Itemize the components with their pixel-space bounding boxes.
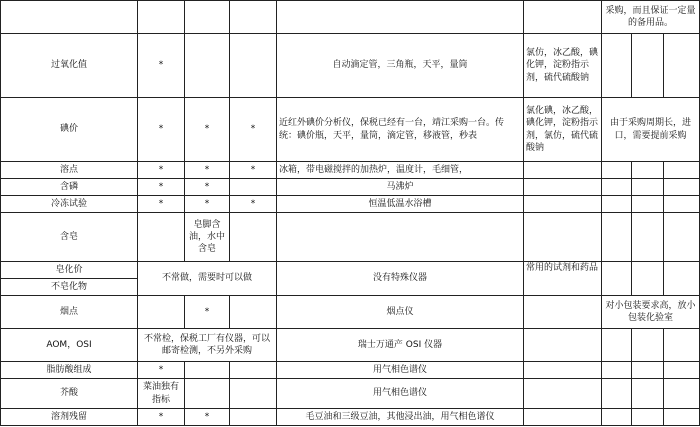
table-row <box>1 162 700 179</box>
table-cell <box>602 213 632 262</box>
equipment-cell: 用气相色谱仪 <box>277 362 524 379</box>
table-cell <box>602 409 632 426</box>
test-item-cell: 皂化价 <box>1 262 138 279</box>
mark-cell: * <box>230 162 277 179</box>
merged-note-cell: 不常检，保税工厂有仪器，可以邮寄检测，不另外采购 <box>138 329 277 362</box>
table-row <box>1 296 700 329</box>
mark-cell <box>138 296 185 329</box>
mark-cell: * <box>185 162 230 179</box>
table-cell <box>602 362 632 379</box>
mark-cell: 菜油独有指标 <box>138 379 185 409</box>
table-cell <box>602 262 632 296</box>
equipment-cell: 烟点仪 <box>277 296 524 329</box>
table-cell <box>602 34 632 98</box>
mark-cell: * <box>230 196 277 213</box>
mark-cell <box>230 213 277 262</box>
reagents-cell <box>524 379 602 409</box>
table-cell <box>632 34 664 98</box>
equipment-cell: 瑞士万通产 OSI 仪器 <box>277 329 524 362</box>
table-cell <box>1 1 138 34</box>
table-row <box>1 362 700 379</box>
mark-cell <box>230 379 277 409</box>
table-cell <box>632 329 664 362</box>
procurement-note-cell: 采购，而且保证一定量的备用品。 <box>602 1 700 34</box>
table-cell <box>524 1 602 34</box>
mark-cell <box>185 362 230 379</box>
mark-cell <box>185 34 230 98</box>
mark-cell <box>185 379 230 409</box>
mark-cell: * <box>138 196 185 213</box>
table-row <box>1 379 700 409</box>
table-cell <box>632 213 664 262</box>
reagents-cell <box>524 196 602 213</box>
reagents-cell: 氯化碘，冰乙酸，碘化钾，淀粉指示剂，氯仿，硫代硫酸钠 <box>524 98 602 162</box>
test-item-cell: AOM，OSI <box>1 329 138 362</box>
merged-note-cell: 不常做，需要时可以做 <box>138 262 277 296</box>
test-item-cell: 过氧化值 <box>1 34 138 98</box>
mark-cell: * <box>185 98 230 162</box>
reagents-cell <box>524 179 602 196</box>
table-row <box>1 196 700 213</box>
table-cell <box>602 179 632 196</box>
test-item-cell: 不皂化物 <box>1 279 138 296</box>
test-item-cell: 芥酸 <box>1 379 138 409</box>
test-item-cell: 溶点 <box>1 162 138 179</box>
table-cell <box>664 34 700 98</box>
table-cell <box>664 213 700 262</box>
mark-cell <box>230 34 277 98</box>
table-cell <box>664 179 700 196</box>
mark-cell: * <box>138 162 185 179</box>
mark-cell: * <box>138 409 185 426</box>
table-row <box>1 409 700 426</box>
test-item-cell: 碘价 <box>1 98 138 162</box>
table-cell <box>632 196 664 213</box>
mark-cell: * <box>185 179 230 196</box>
reagents-cell: 氯仿，冰乙酸，碘化钾，淀粉指示剂，硫代硫酸钠 <box>524 34 602 98</box>
reagents-cell <box>524 213 602 262</box>
table-cell <box>602 196 632 213</box>
table-cell <box>632 162 664 179</box>
test-item-cell: 含磷 <box>1 179 138 196</box>
mark-cell: * <box>185 409 230 426</box>
table-cell <box>664 162 700 179</box>
reagents-cell <box>524 362 602 379</box>
table-row <box>1 34 700 98</box>
table-cell <box>664 379 700 409</box>
table-cell <box>664 362 700 379</box>
table-cell <box>632 379 664 409</box>
procurement-note-cell: 由于采购周期长，进口，需要提前采购 <box>602 98 700 162</box>
mark-cell: * <box>230 98 277 162</box>
equipment-cell: 冰箱，带电磁搅拌的加热炉，温度计，毛细管， <box>277 162 524 179</box>
reagents-cell <box>524 409 602 426</box>
table-cell <box>664 409 700 426</box>
test-item-cell: 溶剂残留 <box>1 409 138 426</box>
equipment-cell: 用气相色谱仪 <box>277 379 524 409</box>
table-row <box>1 329 700 362</box>
mark-cell <box>138 213 185 262</box>
mark-cell: * <box>138 34 185 98</box>
equipment-cell: 恒温低温水浴槽 <box>277 196 524 213</box>
reagents-cell <box>524 162 602 179</box>
equipment-cell: 马沸炉 <box>277 179 524 196</box>
equipment-cell <box>277 213 524 262</box>
table-cell <box>185 1 230 34</box>
mark-cell: * <box>138 179 185 196</box>
table-row <box>1 179 700 196</box>
table-row <box>1 1 700 34</box>
procurement-note-cell: 对小包装要求高，放小包装化验室 <box>602 296 700 329</box>
table-cell <box>632 262 664 296</box>
table-cell <box>602 379 632 409</box>
reagents-cell <box>524 296 602 329</box>
reagents-cell <box>524 329 602 362</box>
test-item-cell: 脂肪酸组成 <box>1 362 138 379</box>
test-item-cell: 含皂 <box>1 213 138 262</box>
equipment-cell: 自动滴定管，三角瓶，天平，量筒 <box>277 34 524 98</box>
table-cell <box>602 329 632 362</box>
table-cell <box>664 196 700 213</box>
mark-cell: * <box>185 196 230 213</box>
table-cell <box>230 1 277 34</box>
table-cell <box>664 329 700 362</box>
table-row <box>1 98 700 162</box>
mark-cell <box>230 362 277 379</box>
table-row <box>1 262 700 279</box>
mark-cell <box>230 179 277 196</box>
mark-cell: * <box>138 362 185 379</box>
table-row <box>1 213 700 262</box>
mark-cell: * <box>138 98 185 162</box>
table-cell <box>632 362 664 379</box>
table-cell <box>632 409 664 426</box>
table-cell <box>138 1 185 34</box>
mark-cell <box>230 409 277 426</box>
table-cell <box>277 1 524 34</box>
equipment-cell: 近红外碘价分析仪，保税已经有一台，靖江采购一台。传统：碘价瓶，天平，量筒，滴定管，移液管，秒表 <box>277 98 524 162</box>
table-cell <box>602 162 632 179</box>
table-cell <box>664 262 700 296</box>
equipment-cell: 毛豆油和三级豆油，其他浸出油，用气相色谱仪 <box>277 409 524 426</box>
mark-cell: * <box>185 296 230 329</box>
reagents-cell: 常用的试剂和药品 <box>524 262 602 296</box>
mark-cell <box>230 296 277 329</box>
test-item-cell: 烟点 <box>1 296 138 329</box>
test-item-cell: 冷冻试验 <box>1 196 138 213</box>
mark-cell: 皂脚含油，水中含皂 <box>185 213 230 262</box>
equipment-cell: 没有特殊仪器 <box>277 262 524 296</box>
table-cell <box>632 179 664 196</box>
